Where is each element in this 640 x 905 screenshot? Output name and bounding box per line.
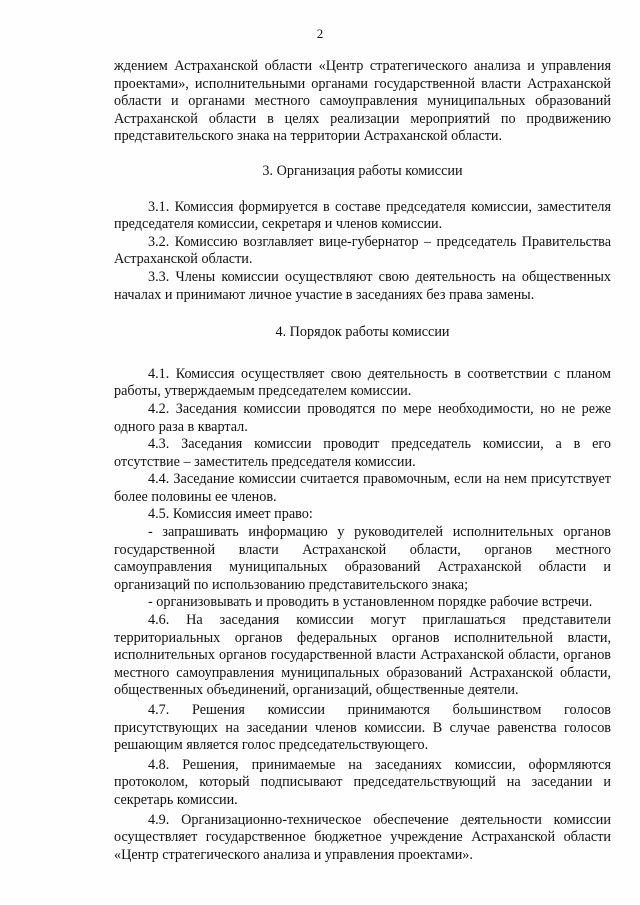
item-4-7: 4.7. Решения комиссии принимаются большинством голосов присутствующих на заседании членов комиссии. В случае равенства голосов решающим является голос председательствующего. <box>114 702 611 754</box>
item-4-5-b: - организовывать и проводить в установленном порядке рабочие встречи. <box>148 594 593 611</box>
item-4-6: 4.6. На заседания комиссии могут приглашаться представители территориальных органов федеральных органов исполнительной власти, исполнительных органов государственной власти Астраханской области, органов местного самоуправления муниципальных образований Астраханской области, общественных объединений, организаций, общественные деятели. <box>114 612 611 699</box>
item-4-5: 4.5. Комиссия имеет право: <box>148 506 313 523</box>
item-4-4: 4.4. Заседание комиссии считается правомочным, если на нем присутствует более половины ее членов. <box>114 471 611 505</box>
item-4-5-a: - запрашивать информацию у руководителей исполнительных органов государственной власти Астраханской области, органов местного самоуправления муниципальных образований Астраханской области и организаций по использованию представительского знака; <box>114 524 611 593</box>
section-3-heading: 3. Организация работы комиссии <box>262 162 463 179</box>
intro-paragraph: ждением Астраханской области «Центр стратегического анализа и управления проектами», исполнительными органами государственной власти Астраханской области и органами местного самоуправления муниципальных образований Астраханской области в целях реализации мероприятий по продвижению представительского знака на территории Астраханской области. <box>114 58 611 145</box>
item-4-2: 4.2. Заседания комиссии проводятся по мере необходимости, но не реже одного раза в квартал. <box>114 400 611 435</box>
item-3-1: 3.1. Комиссия формируется в составе председателя комиссии, заместителя председателя комиссии, секретаря и членов комиссии. <box>114 198 611 233</box>
item-4-3: 4.3. Заседания комиссии проводит председатель комиссии, а в его отсутствие – заместитель председателя комиссии. <box>114 436 611 470</box>
page-number: 2 <box>316 26 324 41</box>
item-3-2: 3.2. Комиссию возглавляет вице-губернатор – председатель Правительства Астраханской области. <box>114 233 611 268</box>
item-4-9: 4.9. Организационно-техническое обеспечение деятельности комиссии осуществляет государственное бюджетное учреждение Астраханской области «Центр стратегического анализа и управления проектами». <box>114 811 611 863</box>
item-4-8: 4.8. Решения, принимаемые на заседаниях комиссии, оформляются протоколом, который подписывают председательствующий на заседании и секретарь комиссии. <box>114 756 611 808</box>
item-3-3: 3.3. Члены комиссии осуществляют свою деятельность на общественных началах и принимают личное участие в заседаниях без права замены. <box>114 268 611 303</box>
item-4-1: 4.1. Комиссия осуществляет свою деятельность в соответствии с планом работы, утверждаемым председателем комиссии. <box>114 365 611 400</box>
document-body <box>114 58 611 864</box>
section-4-heading: 4. Порядок работы комиссии <box>275 324 450 341</box>
